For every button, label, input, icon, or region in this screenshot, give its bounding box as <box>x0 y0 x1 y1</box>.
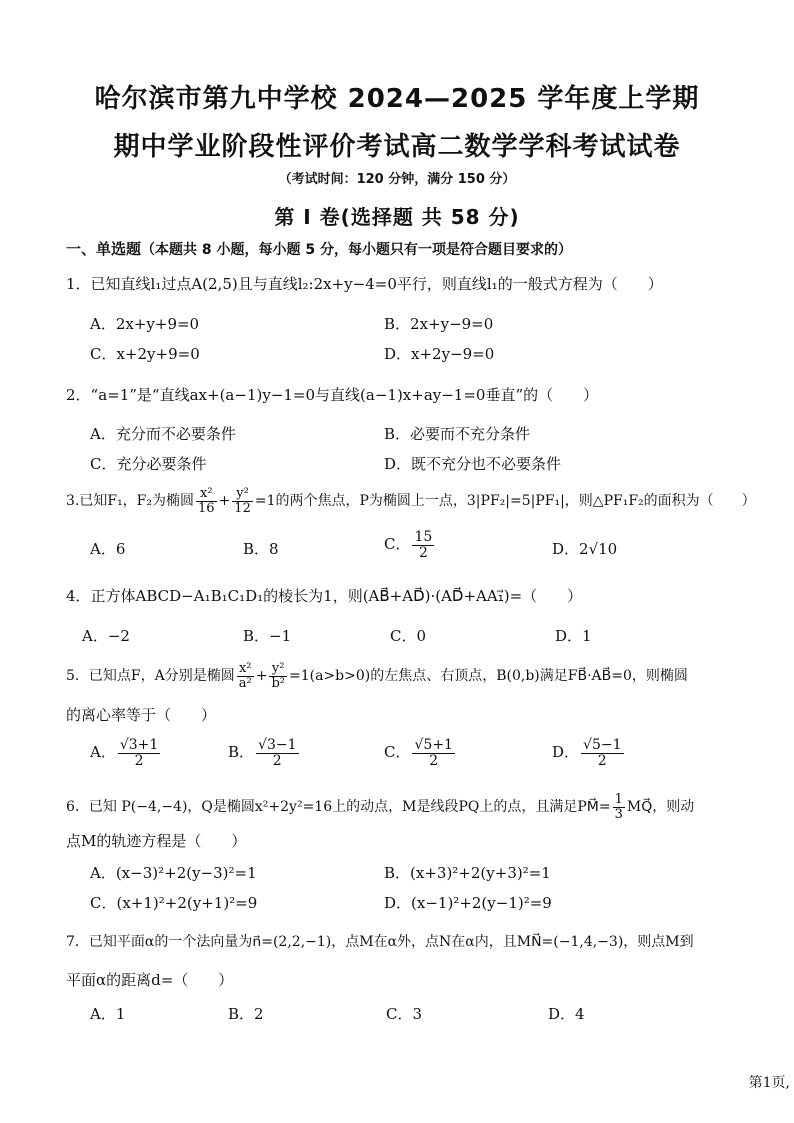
q5-option-d-label: D． <box>552 743 580 762</box>
question-7-option-a: A．1 <box>90 1005 126 1023</box>
question-6-option-a: A．(x−3)²+2(y−3)²=1 <box>90 864 257 882</box>
question-7-option-b: B．2 <box>228 1005 264 1023</box>
q5-frac2-num: y² <box>269 662 287 677</box>
question-5-option-b <box>228 738 301 768</box>
question-6-option-d: D．(x−1)²+2(y−1)²=9 <box>384 894 552 912</box>
q5-optb-num: √3−1 <box>258 737 297 753</box>
q5-option-c-fraction <box>412 738 454 768</box>
q5-frac2-den: b² <box>271 675 285 691</box>
section-note: （本题共 8 小题，每小题 5 分，每小题只有一项是符合题目要求的） <box>141 242 572 258</box>
section-title: 一、单选题 <box>66 240 142 258</box>
question-7-stem-cont: 平面α的距离d=（ ） <box>66 971 234 989</box>
question-7-option-c: C．3 <box>386 1005 423 1023</box>
question-6-option-b: B．(x+3)²+2(y+3)²=1 <box>384 864 551 882</box>
q5-frac1-den: a² <box>238 675 252 691</box>
question-4-option-d: D．1 <box>555 627 592 645</box>
q6-stem-b: MQ⃗，则动 <box>626 799 695 816</box>
question-4-option-b: B．−1 <box>243 627 292 645</box>
question-6-stem <box>66 793 694 821</box>
q5-frac1-num: x² <box>237 662 254 677</box>
q5-option-a-label: A． <box>90 743 116 762</box>
q3-option-c-fraction <box>412 530 434 560</box>
question-3-option-c <box>384 530 436 560</box>
q5-option-c-label: C． <box>384 743 411 762</box>
q3-plus: + <box>218 493 231 510</box>
question-3-option-d: D．2√10 <box>552 540 618 558</box>
q3-option-c-label: C． <box>384 535 411 554</box>
q3-frac2-num: y² <box>232 487 253 502</box>
q3-frac2-den: 12 <box>234 500 251 516</box>
q3-optc-den: 2 <box>418 544 428 561</box>
q5-option-a-fraction <box>118 738 160 768</box>
q3-stem-a: 3.已知F₁，F₂为椭圆 <box>66 493 195 510</box>
question-2-option-c: C．充分必要条件 <box>90 455 207 473</box>
question-3-option-a: A．6 <box>90 540 126 558</box>
question-7-option-d: D．4 <box>548 1005 585 1023</box>
q6-frac-num: 1 <box>614 792 623 807</box>
q3-frac1-num: x² <box>196 487 217 502</box>
question-4-option-c: C．0 <box>390 627 427 645</box>
q5-plus: + <box>255 668 268 685</box>
question-6-option-c: C．(x+1)²+2(y+1)²=9 <box>90 894 258 912</box>
title-line-2: 期中学业阶段性评价考试高二数学学科考试试卷 <box>113 132 681 162</box>
q5-option-b-fraction <box>256 738 298 768</box>
q5-fraction-x <box>237 662 254 690</box>
q5-optd-num: √5−1 <box>583 737 622 753</box>
q3-stem-b: =1的两个焦点，P为椭圆上一点，3|PF₂|=5|PF₁|，则△PF₁F₂的面积为（ ） <box>254 493 756 510</box>
page-number: 第1页, <box>748 1075 790 1091</box>
q5-opta-den: 2 <box>134 752 144 769</box>
question-2-stem: 2．“a=1”是“直线ax+(a−1)y−1=0与直线(a−1)x+ay−1=0垂直”的（ ） <box>66 386 599 404</box>
question-1-option-c: C．x+2y+9=0 <box>90 345 200 363</box>
question-4-stem: 4．正方体ABCD−A₁B₁C₁D₁的棱长为1，则(AB⃗+AD⃗)·(AD⃗+AA₁⃗)=（ ） <box>66 587 583 605</box>
q3-fraction-y <box>232 487 253 515</box>
q5-optd-den: 2 <box>597 752 607 769</box>
question-5-stem-cont: 的离心率等于（ ） <box>66 706 217 724</box>
question-5-option-d <box>552 738 626 768</box>
section-heading <box>66 238 572 259</box>
q5-option-d-fraction <box>581 738 623 768</box>
q5-optc-num: √5+1 <box>414 737 453 753</box>
q6-stem-a: 6．已知 P(−4,−4)，Q是椭圆x²+2y²=16上的动点，M是线段PQ上的点，且满足PM⃗= <box>66 799 611 816</box>
question-4-option-a: A．−2 <box>82 627 130 645</box>
question-1-option-a: A．2x+y+9=0 <box>90 315 200 333</box>
question-2-option-d: D．既不充分也不必要条件 <box>384 455 562 473</box>
q5-stem-a: 5．已知点F，A分别是椭圆 <box>66 668 235 685</box>
question-1-option-b: B．2x+y−9=0 <box>384 315 494 333</box>
question-5-stem <box>66 662 688 690</box>
question-3-stem <box>66 487 756 515</box>
question-5-option-a <box>90 738 162 768</box>
title-line-1: 哈尔滨市第九中学校 2024—2025 学年度上学期 <box>94 84 700 114</box>
q5-fraction-y <box>269 662 287 690</box>
q5-optb-den: 2 <box>272 752 282 769</box>
q6-frac-den: 3 <box>614 806 623 822</box>
exam-info: （考试时间：120 分钟，满分 150 分） <box>278 172 516 187</box>
q3-fraction-x <box>196 487 217 515</box>
q5-optc-den: 2 <box>429 752 439 769</box>
part-title: 第 I 卷(选择题 共 58 分) <box>274 205 520 229</box>
question-6-stem-cont: 点M的轨迹方程是（ ） <box>66 832 247 850</box>
question-7-stem: 7．已知平面α的一个法向量为n⃗=(2,2,−1)，点M在α外，点N在α内，且MN⃗=(−1,4,−3)，则点M到 <box>66 934 694 950</box>
q5-opta-num: √3+1 <box>119 737 159 753</box>
q5-option-b-label: B． <box>228 743 255 762</box>
question-5-option-c <box>384 738 457 768</box>
question-2-option-b: B．必要而不充分条件 <box>384 425 531 443</box>
question-1-option-d: D．x+2y−9=0 <box>384 345 495 363</box>
question-1-stem: 1．已知直线l₁过点A(2,5)且与直线l₂:2x+y−4=0平行，则直线l₁的一般式方程为（ ） <box>66 275 663 293</box>
q5-stem-b: =1(a>b>0)的左焦点、右顶点，B(0,b)满足FB⃗·AB⃗=0，则椭圆 <box>288 668 688 685</box>
q6-fraction <box>613 793 625 821</box>
question-3-option-b: B．8 <box>243 540 279 558</box>
q3-optc-num: 15 <box>414 529 433 545</box>
q3-frac1-den: 16 <box>198 500 215 516</box>
question-2-option-a: A．充分而不必要条件 <box>90 425 236 443</box>
